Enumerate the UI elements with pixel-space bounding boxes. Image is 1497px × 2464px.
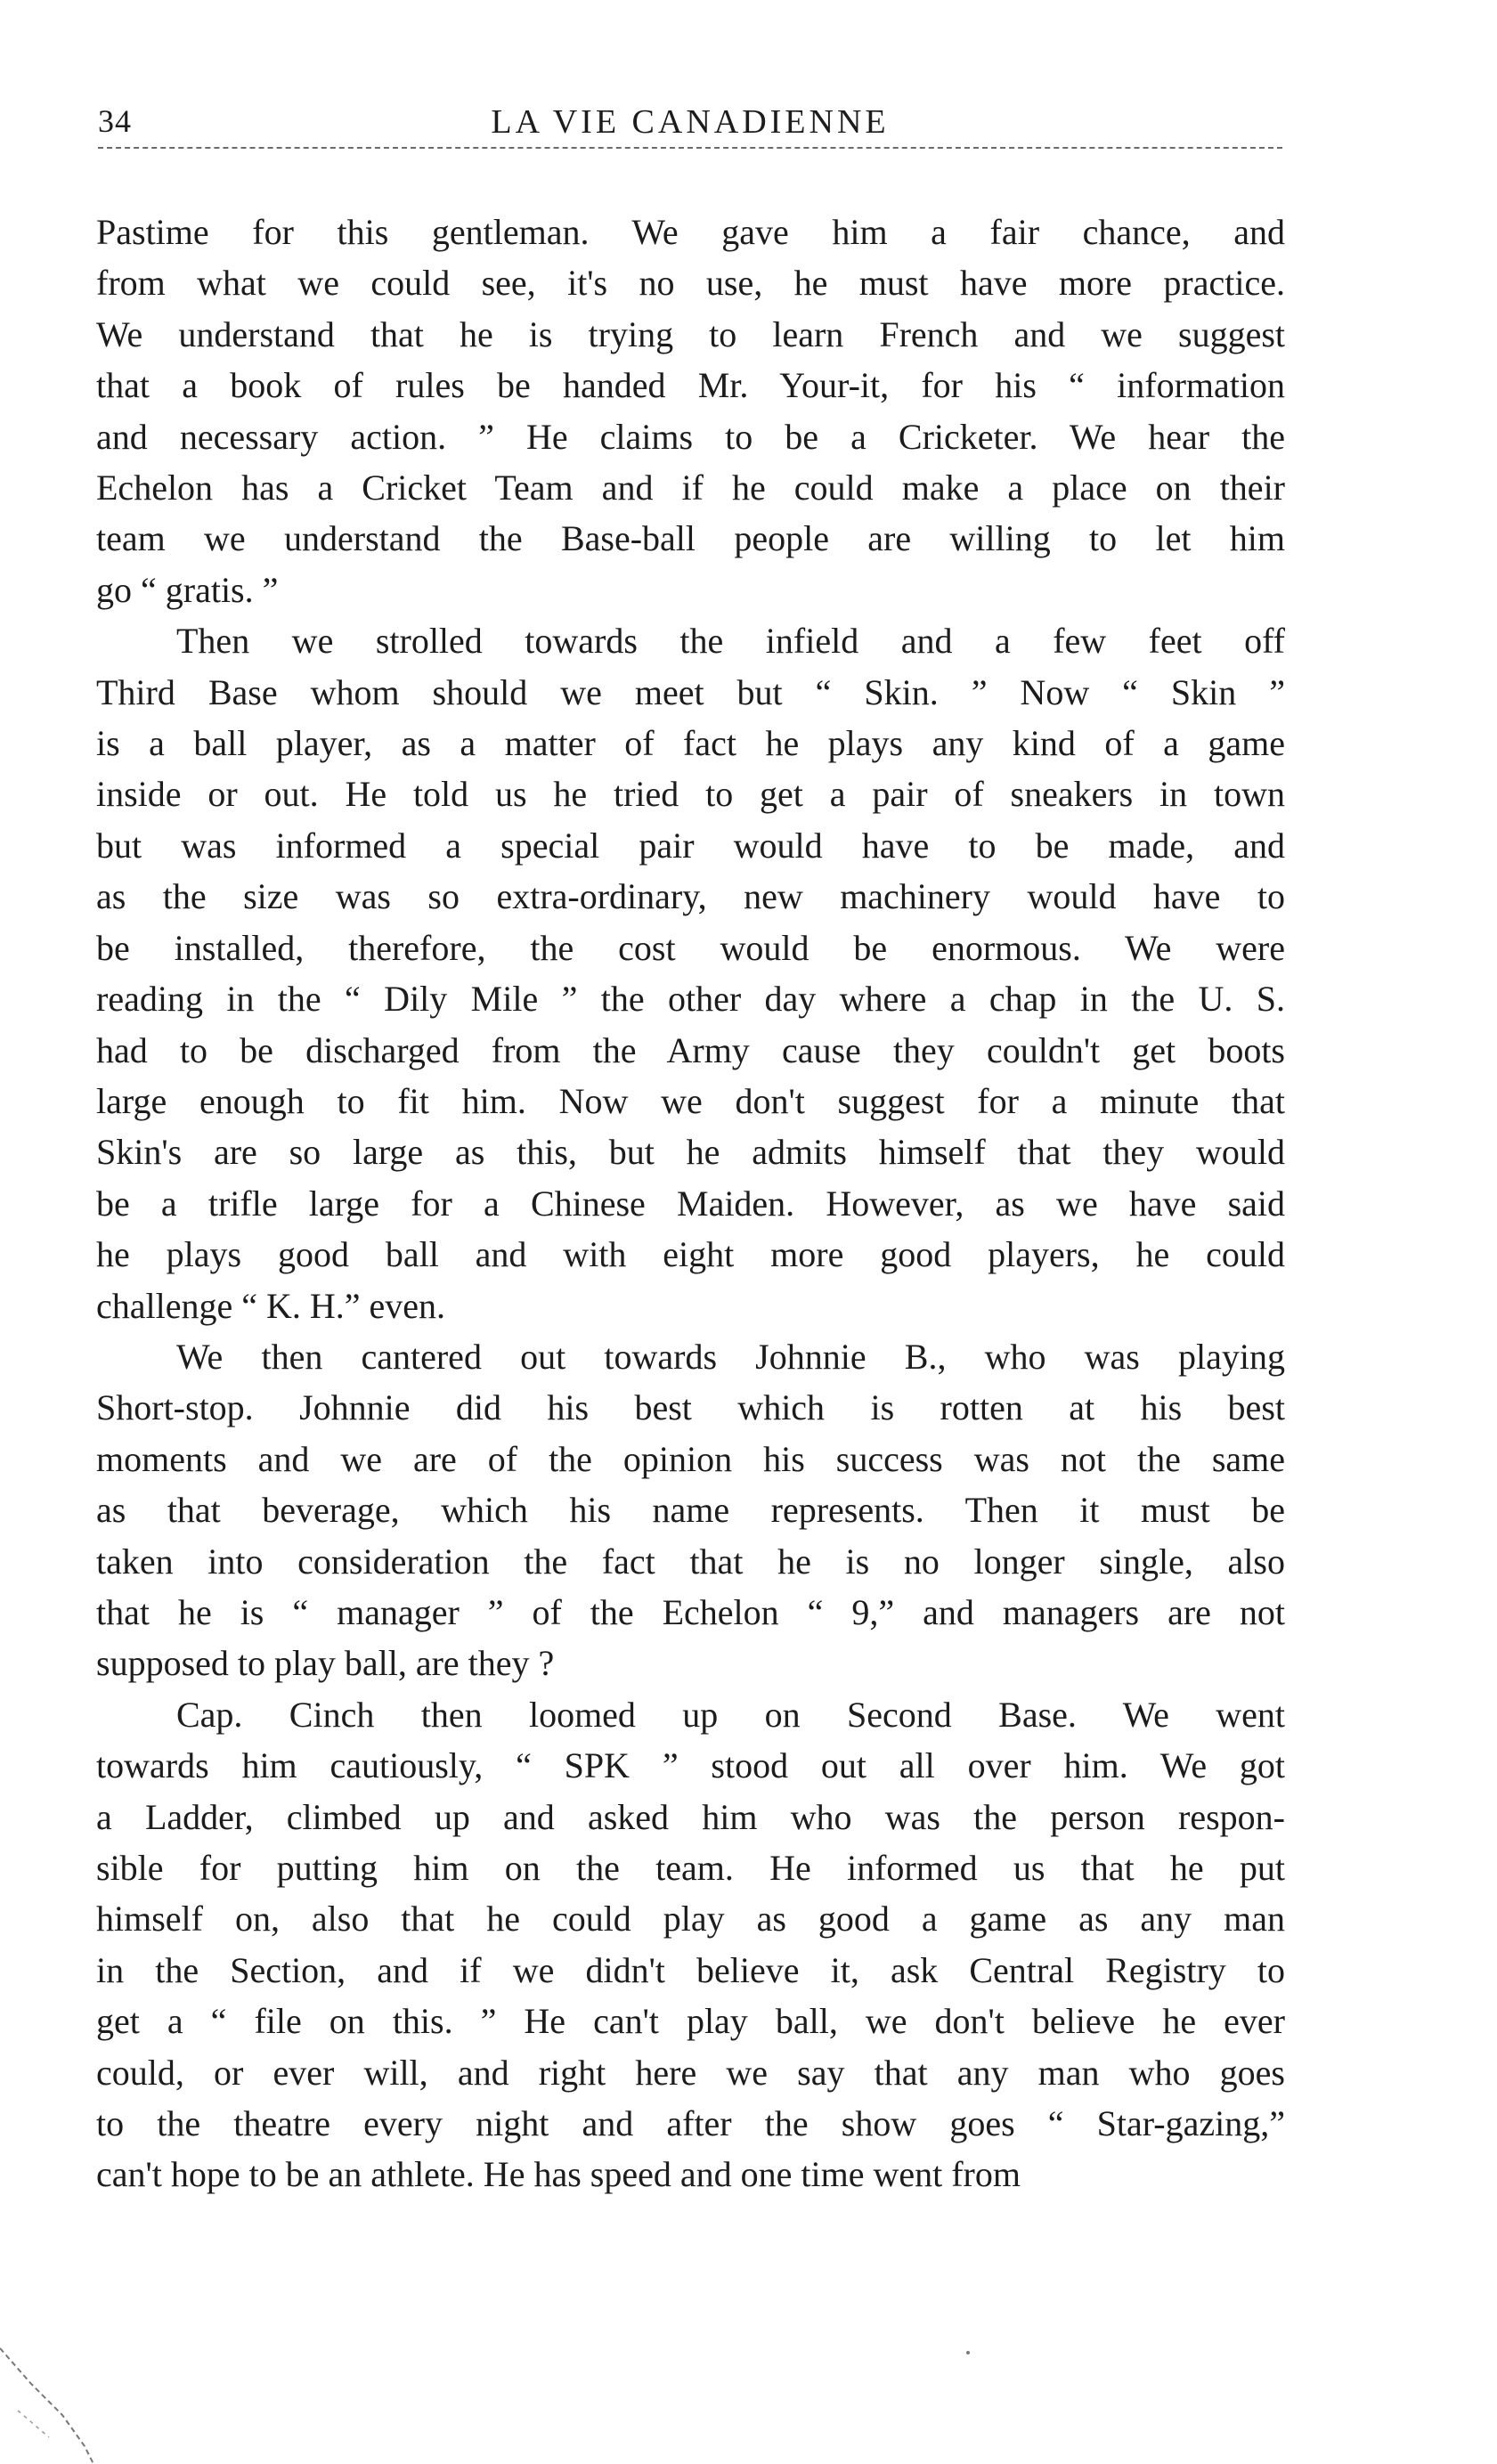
text-line: that a book of rules be handed Mr. Your-it, for his “ information (96, 365, 1285, 406)
text-line: that he is “ manager ” of the Echelon “ 9,” and managers are not (96, 1591, 1285, 1632)
text-line: a Ladder, climbed up and asked him who was the person respon- (96, 1796, 1285, 1837)
text-line: be a trifle large for a Chinese Maiden. However, as we have said (96, 1183, 1285, 1224)
running-head (98, 94, 1282, 147)
text-line: Skin's are so large as this, but he admits himself that they would (96, 1132, 1285, 1173)
text-line: large enough to fit him. Now we don't suggest for a minute that (96, 1080, 1285, 1121)
text-line: from what we could see, it's no use, he must have more practice. (96, 263, 1285, 304)
paragraph (96, 207, 1285, 615)
text-line: sible for putting him on the team. He informed us that he put (96, 1848, 1285, 1888)
page-edge-mark (0, 2313, 125, 2464)
text-line: taken into consideration the fact that he is no longer single, also (96, 1541, 1285, 1582)
header-rule (98, 147, 1282, 149)
paragraph (96, 615, 1285, 1331)
text-line: in the Section, and if we didn't believe it, ask Central Registry to (96, 1949, 1285, 1990)
text-line: had to be discharged from the Army cause they couldn't get boots (96, 1029, 1285, 1070)
text-line: to the theatre every night and after the show goes “ Star-gazing,” (96, 2103, 1285, 2144)
text-line: is a ball player, as a matter of fact he plays any kind of a game (96, 723, 1285, 764)
text-line: towards him cautiously, “ SPK ” stood out all over him. We got (96, 1745, 1285, 1786)
text-line: Cap. Cinch then loomed up on Second Base. We went (176, 1694, 1285, 1735)
text-line: supposed to play ball, are they ? (96, 1643, 555, 1684)
text-line: Echelon has a Cricket Team and if he could make a place on their (96, 468, 1285, 508)
paragraph (96, 1331, 1285, 1689)
text-line: could, or ever will, and right here we say that any man who goes (96, 2052, 1285, 2093)
text-line: he plays good ball and with eight more good players, he could (96, 1234, 1285, 1275)
text-line: We understand that he is trying to learn French and we suggest (96, 313, 1285, 354)
text-line: can't hope to be an athlete. He has speed and one time went from (96, 2154, 1021, 2195)
text-line: inside or out. He told us he tried to get a pair of sneakers in town (96, 774, 1285, 815)
paragraph (96, 1689, 1285, 2200)
text-line: as the size was so extra-ordinary, new machinery would have to (96, 876, 1285, 917)
text-line: reading in the “ Dily Mile ” the other day where a chap in the U. S. (96, 979, 1285, 1020)
text-line: We then cantered out towards Johnnie B., who was playing (176, 1336, 1285, 1377)
text-line: Pastime for this gentleman. We gave him a fair chance, and (96, 212, 1285, 252)
text-line: moments and we are of the opinion his success was not the same (96, 1438, 1285, 1479)
text-line: but was informed a special pair would have to be made, and (96, 825, 1285, 866)
text-line: himself on, also that he could play as good a game as any man (96, 1899, 1285, 1939)
print-speck (966, 2351, 970, 2354)
running-title: LA VIE CANADIENNE (491, 103, 890, 141)
text-line: go “ gratis. ” (96, 569, 279, 610)
text-line: Third Base whom should we meet but “ Skin. ” Now “ Skin ” (96, 671, 1285, 712)
text-line: team we understand the Base-ball people are willing to let him (96, 518, 1285, 559)
text-line: Short-stop. Johnnie did his best which is rotten at his best (96, 1387, 1285, 1428)
text-line: challenge “ K. H.” even. (96, 1285, 446, 1326)
body-text (96, 207, 1285, 2200)
page-number: 34 (98, 103, 132, 139)
text-line: and necessary action. ” He claims to be a Cricketer. We hear the (96, 416, 1285, 457)
text-line: be installed, therefore, the cost would be enormous. We were (96, 927, 1285, 968)
text-line: Then we strolled towards the infield and a few feet off (176, 621, 1285, 662)
text-line: as that beverage, which his name represents. Then it must be (96, 1490, 1285, 1531)
text-line: get a “ file on this. ” He can't play ball, we don't believe he ever (96, 2001, 1285, 2042)
